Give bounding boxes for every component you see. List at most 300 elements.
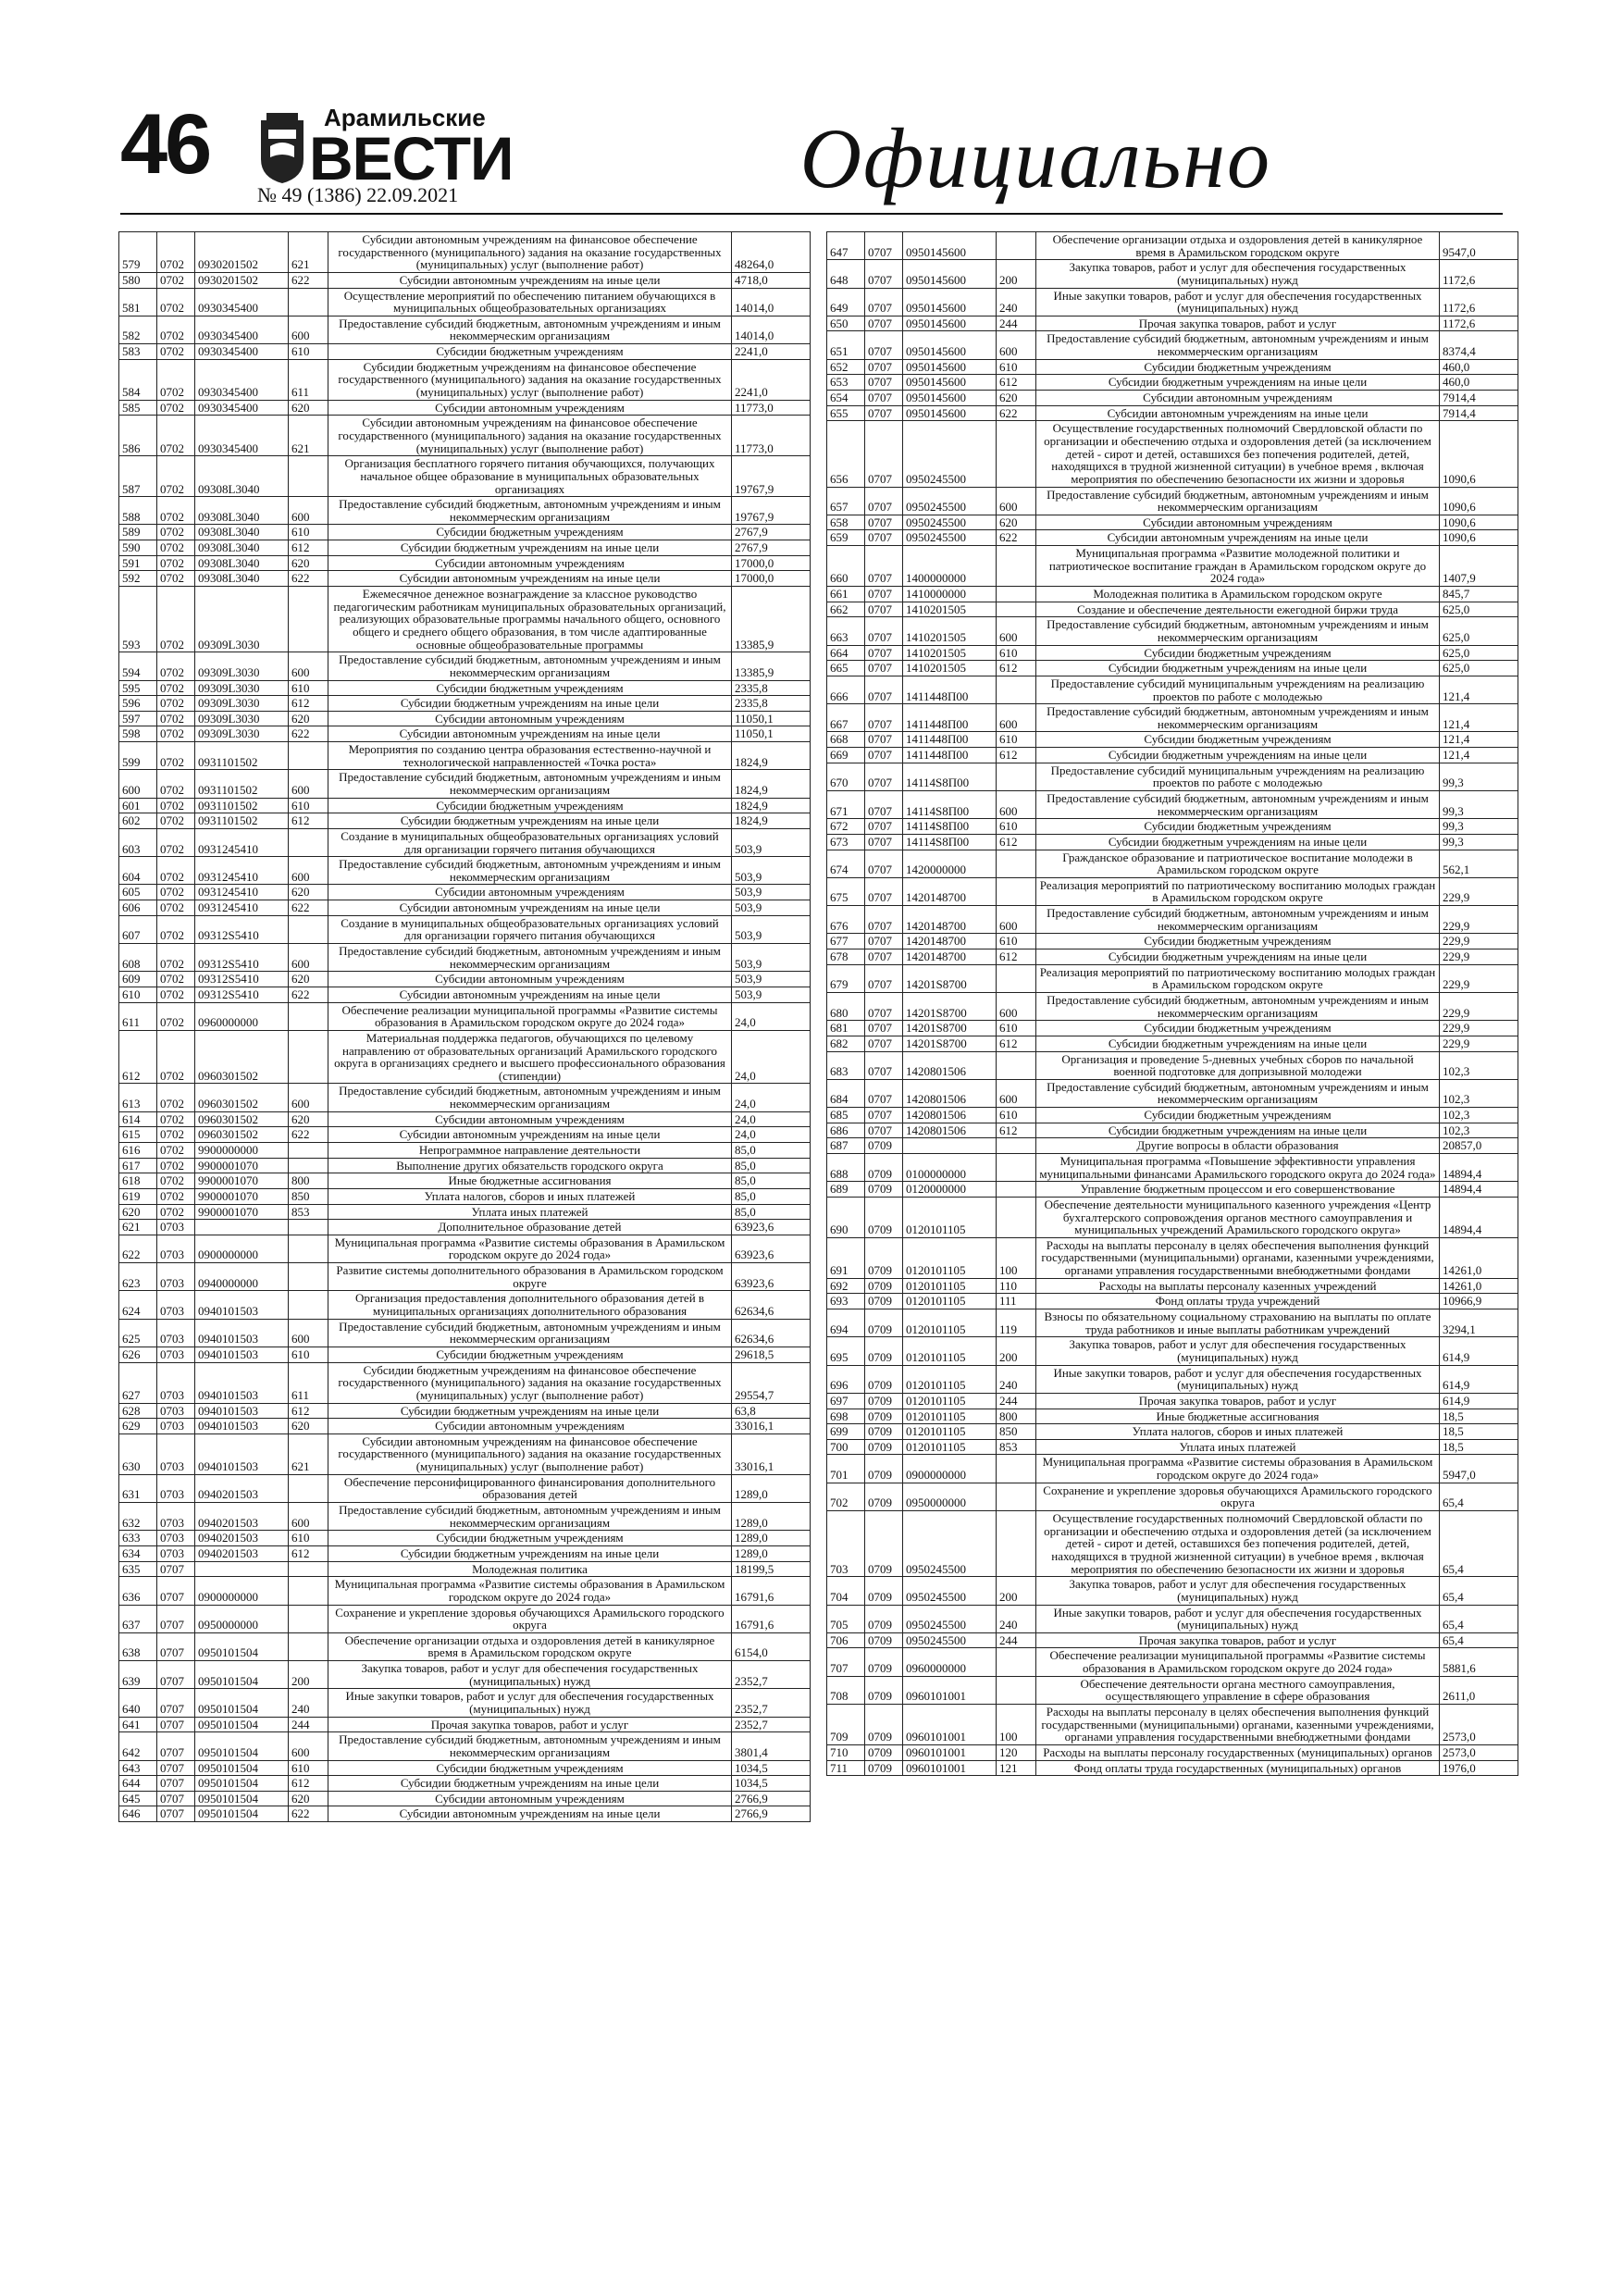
row-number: 653 [827,375,865,391]
section-code: 0707 [157,1689,195,1717]
line-name: Предоставление субсидий бюджетным, автономным учреждениям и иным некоммерческим организациям [328,1732,732,1760]
table-row [119,1732,811,1760]
expense-type: 600 [997,906,1036,934]
target-code: 0960301502 [195,1111,289,1127]
target-code: 0120101105 [903,1424,997,1440]
section-code: 0702 [157,987,195,1002]
table-row [827,1278,1518,1294]
amount: 16791,6 [732,1605,811,1632]
row-number: 643 [119,1760,157,1776]
table-row [827,1409,1518,1424]
amount: 845,7 [1440,587,1518,602]
section-code: 0707 [865,676,903,703]
section-code: 0707 [865,850,903,877]
section-code: 0702 [157,726,195,742]
target-code: 0960101001 [903,1760,997,1776]
amount: 1824,9 [732,813,811,829]
line-name: Предоставление субсидий бюджетным, автономным учреждениям и иным некоммерческим организациям [1036,790,1440,818]
expense-type [289,1143,328,1159]
line-name: Предоставление субсидий бюджетным, автономным учреждениям и иным некоммерческим организациям [1036,992,1440,1020]
target-code: 0940201503 [195,1531,289,1546]
row-number: 632 [119,1503,157,1531]
expense-type [289,828,328,856]
amount: 2352,7 [732,1717,811,1732]
target-code: 0120101105 [903,1237,997,1278]
target-code: 09308L3040 [195,571,289,587]
target-code: 1410201505 [903,617,997,645]
amount: 229,9 [1440,1036,1518,1051]
section-code: 0709 [865,1309,903,1337]
section-code: 0707 [157,1605,195,1632]
table-row [119,742,811,770]
table-row [119,288,811,316]
line-name: Расходы на выплаты персоналу в целях обеспечения выполнения функций государственными (муниципальными) органами, казенными учреждениями, органами управления государственными внебюджетными фондами [1036,1237,1440,1278]
target-code: 0950245500 [903,1632,997,1648]
target-code: 0120101105 [903,1393,997,1409]
section-code: 0703 [157,1220,195,1235]
target-code: 0931245410 [195,828,289,856]
expense-type [997,763,1036,790]
table-row [827,1455,1518,1483]
expense-type [289,1235,328,1262]
expense-type: 850 [997,1424,1036,1440]
amount: 18,5 [1440,1439,1518,1455]
line-name: Организация и проведение 5-дневных учебных сборов по начальной военной подготовке для допризывной молодежи [1036,1051,1440,1079]
row-number: 676 [827,906,865,934]
section-code: 0709 [865,1577,903,1605]
row-number: 584 [119,359,157,400]
target-code: 0931245410 [195,857,289,885]
line-name: Субсидии бюджетным учреждениям [328,1760,732,1776]
expense-type: 612 [997,834,1036,850]
row-number: 630 [119,1433,157,1474]
target-code: 0950145600 [903,331,997,359]
line-name: Обеспечение деятельности органа местного самоуправления, осуществляющего управление в сфере образования [1036,1676,1440,1704]
target-code: 0120101105 [903,1294,997,1309]
row-number: 601 [119,798,157,813]
amount: 2767,9 [732,540,811,556]
section-code: 0709 [865,1393,903,1409]
amount: 625,0 [1440,617,1518,645]
amount: 503,9 [732,915,811,943]
expense-type [997,964,1036,992]
line-name: Предоставление субсидий бюджетным, автономным учреждениям и иным некоммерческим организациям [328,652,732,680]
expense-type: 121 [997,1760,1036,1776]
table-row [827,906,1518,934]
row-number: 683 [827,1051,865,1079]
amount: 11050,1 [732,711,811,726]
line-name: Закупка товаров, работ и услуг для обеспечения государственных (муниципальных) нужд [1036,1337,1440,1365]
amount: 1172,6 [1440,260,1518,288]
expense-type: 600 [289,316,328,343]
amount: 1824,9 [732,770,811,798]
section-code: 0702 [157,316,195,343]
line-name: Субсидии автономным учреждениям [1036,391,1440,406]
expense-type: 622 [289,1127,328,1143]
line-name: Реализация мероприятий по патриотическому воспитанию молодых граждан в Арамильском городском округе [1036,877,1440,905]
section-code: 0709 [865,1197,903,1237]
target-code: 0950101504 [195,1806,289,1822]
target-code: 0960301502 [195,1127,289,1143]
section-code: 0703 [157,1419,195,1434]
section-code: 0702 [157,497,195,525]
table-row [119,828,811,856]
row-number: 667 [827,704,865,732]
amount: 65,4 [1440,1577,1518,1605]
line-name: Уплата иных платежей [1036,1439,1440,1455]
table-row [119,525,811,540]
line-name: Гражданское образование и патриотическое воспитание молодежи в Арамильском городском округе [1036,850,1440,877]
table-row [827,260,1518,288]
amount: 2241,0 [732,359,811,400]
line-name: Муниципальная программа «Развитие молодежной политики и патриотическое воспитание граждан в Арамильском городском округе до 2024 года» [1036,546,1440,587]
section-code: 0702 [157,456,195,497]
section-code: 0702 [157,885,195,900]
section-code: 0707 [865,661,903,676]
amount: 11773,0 [732,416,811,456]
amount: 625,0 [1440,602,1518,617]
table-row [119,555,811,571]
target-code [903,1138,997,1154]
line-name: Обеспечение организации отдыха и оздоровления детей в каникулярное время в Арамильском городском округе [328,1632,732,1660]
table-row [119,1403,811,1419]
target-code: 1400000000 [903,546,997,587]
row-number: 579 [119,232,157,273]
amount: 102,3 [1440,1079,1518,1107]
row-number: 684 [827,1079,865,1107]
section-code: 0709 [865,1632,903,1648]
expense-type: 610 [289,798,328,813]
table-row [119,232,811,273]
row-number: 652 [827,359,865,375]
section-code: 0702 [157,972,195,987]
expense-type [997,546,1036,587]
table-row [827,1138,1518,1154]
table-row [119,344,811,360]
table-row [119,726,811,742]
expense-type: 620 [997,515,1036,530]
expense-type: 240 [997,288,1036,316]
row-number: 656 [827,421,865,487]
amount: 9547,0 [1440,232,1518,260]
line-name: Субсидии автономным учреждениям [328,400,732,416]
amount: 1172,6 [1440,288,1518,316]
table-row [119,680,811,696]
target-code: 0120101105 [903,1365,997,1393]
table-row [119,972,811,987]
amount: 2335,8 [732,696,811,712]
target-code: 0930345400 [195,400,289,416]
brand-subtitle: Арамильские [324,104,486,131]
section-code: 0707 [865,421,903,487]
expense-type: 620 [289,711,328,726]
expense-type: 240 [997,1605,1036,1632]
amount: 3801,4 [732,1732,811,1760]
section-code: 0707 [865,1036,903,1051]
target-code: 0940201503 [195,1474,289,1502]
table-row [119,1347,811,1362]
row-number: 590 [119,540,157,556]
expense-type: 620 [289,1111,328,1127]
target-code: 0940000000 [195,1263,289,1291]
table-row [827,232,1518,260]
expense-type: 610 [997,819,1036,835]
amount: 503,9 [732,900,811,916]
target-code: 0950000000 [903,1483,997,1510]
table-row [119,456,811,497]
amount: 2766,9 [732,1791,811,1806]
table-row [827,375,1518,391]
section-code: 0702 [157,400,195,416]
amount: 11050,1 [732,726,811,742]
line-name: Субсидии бюджетным учреждениям на иные цели [328,540,732,556]
row-number: 701 [827,1455,865,1483]
target-code: 0950145600 [903,288,997,316]
line-name: Организация предоставления дополнительного образования детей в муниципальных организациях дополнительного образования [328,1291,732,1319]
table-row [827,546,1518,587]
section-code: 0702 [157,696,195,712]
section-code: 0702 [157,770,195,798]
section-code: 0707 [865,934,903,949]
row-number: 635 [119,1561,157,1577]
section-code: 0707 [157,1717,195,1732]
target-code: 1411448П00 [903,732,997,748]
table-body [827,232,1518,1776]
amount: 19767,9 [732,456,811,497]
expense-type: 600 [289,944,328,972]
row-number: 670 [827,763,865,790]
amount: 1824,9 [732,742,811,770]
line-name: Предоставление субсидий бюджетным, автономным учреждениям и иным некоммерческим организациям [1036,617,1440,645]
amount: 85,0 [732,1158,811,1173]
amount: 20857,0 [1440,1138,1518,1154]
row-number: 591 [119,555,157,571]
expense-type: 622 [997,405,1036,421]
line-name: Субсидии автономным учреждениям на финансовое обеспечение государственного (муниципального) задания на оказание государственных (муниципальных) услуг (выполнение работ) [328,416,732,456]
target-code: 0950145600 [903,391,997,406]
row-number: 691 [827,1237,865,1278]
table-row [119,1577,811,1605]
section-code: 0707 [865,405,903,421]
table-row [827,790,1518,818]
target-code: 0940101503 [195,1433,289,1474]
amount: 3294,1 [1440,1309,1518,1337]
amount: 17000,0 [732,555,811,571]
section-code: 0702 [157,1173,195,1189]
row-number: 582 [119,316,157,343]
table-row [119,944,811,972]
row-number: 710 [827,1744,865,1760]
row-number: 699 [827,1424,865,1440]
expense-type: 620 [289,1791,328,1806]
line-name: Субсидии бюджетным учреждениям [1036,732,1440,748]
expense-type: 612 [289,1403,328,1419]
line-name: Субсидии бюджетным учреждениям на иные цели [1036,1123,1440,1138]
line-name: Предоставление субсидий бюджетным, автономным учреждениям и иным некоммерческим организациям [328,1503,732,1531]
row-number: 594 [119,652,157,680]
amount: 14261,0 [1440,1278,1518,1294]
section-code: 0707 [865,763,903,790]
amount: 65,4 [1440,1632,1518,1648]
expense-type [997,1676,1036,1704]
line-name: Закупка товаров, работ и услуг для обеспечения государственных (муниципальных) нужд [1036,1577,1440,1605]
table-row [827,676,1518,703]
table-row [827,1744,1518,1760]
table-row [827,949,1518,965]
expense-type: 120 [997,1744,1036,1760]
expense-type: 622 [289,571,328,587]
line-name: Дополнительное образование детей [328,1220,732,1235]
target-code: 0120101105 [903,1439,997,1455]
table-row [827,1424,1518,1440]
line-name: Прочая закупка товаров, работ и услуг [1036,1632,1440,1648]
line-name: Предоставление субсидий бюджетным, автономным учреждениям и иным некоммерческим организациям [328,944,732,972]
section-code: 0707 [865,515,903,530]
row-number: 675 [827,877,865,905]
table-row [827,1036,1518,1051]
amount: 2352,7 [732,1661,811,1689]
section-code: 0709 [865,1424,903,1440]
table-row [119,1204,811,1220]
table-row [827,1237,1518,1278]
amount: 1407,9 [1440,546,1518,587]
target-code: 1420000000 [903,850,997,877]
section-code: 0702 [157,1002,195,1030]
section-code: 0709 [865,1648,903,1676]
expense-type: 119 [997,1309,1036,1337]
table-row [119,1632,811,1660]
target-code: 0940201503 [195,1545,289,1561]
amount: 121,4 [1440,704,1518,732]
row-number: 654 [827,391,865,406]
target-code: 0950101504 [195,1632,289,1660]
expense-type: 620 [997,391,1036,406]
target-code: 0950145600 [903,359,997,375]
target-code: 14201S8700 [903,992,997,1020]
line-name: Муниципальная программа «Повышение эффективности управления муниципальными финансами Арамильского городского округа до 2024 года» [1036,1154,1440,1182]
amount: 14014,0 [732,316,811,343]
table-row [827,405,1518,421]
amount: 24,0 [732,1111,811,1127]
amount: 29618,5 [732,1347,811,1362]
amount: 614,9 [1440,1337,1518,1365]
row-number: 593 [119,587,157,652]
target-code: 1420801506 [903,1051,997,1079]
section-code: 0707 [865,602,903,617]
section-code: 0709 [865,1704,903,1744]
amount: 99,3 [1440,819,1518,835]
row-number: 664 [827,645,865,661]
expense-type: 612 [997,1036,1036,1051]
target-code: 0100000000 [903,1154,997,1182]
expense-type: 600 [997,331,1036,359]
section-code: 0703 [157,1545,195,1561]
section-code: 0709 [865,1483,903,1510]
expense-type: 620 [289,400,328,416]
amount: 460,0 [1440,359,1518,375]
newspaper-logo [257,104,514,192]
amount: 29554,7 [732,1362,811,1403]
section-code: 0707 [865,546,903,587]
section-code: 0707 [865,391,903,406]
issue-info: № 49 (1386) 22.09.2021 [257,183,459,206]
row-number: 665 [827,661,865,676]
amount: 229,9 [1440,934,1518,949]
section-code: 0702 [157,798,195,813]
expense-type [997,1648,1036,1676]
line-name: Предоставление субсидий бюджетным, автономным учреждениям и иным некоммерческим организациям [328,1084,732,1111]
target-code: 1410201505 [903,645,997,661]
amount: 625,0 [1440,645,1518,661]
target-code: 0950101504 [195,1732,289,1760]
expense-type: 621 [289,232,328,273]
row-number: 661 [827,587,865,602]
amount: 33016,1 [732,1433,811,1474]
expense-type [289,1002,328,1030]
table-row [119,400,811,416]
table-row [119,1319,811,1347]
line-name: Уплата налогов, сборов и иных платежей [328,1188,732,1204]
target-code: 1420801506 [903,1079,997,1107]
expense-type [997,676,1036,703]
row-number: 668 [827,732,865,748]
table-row [827,1605,1518,1632]
amount: 85,0 [732,1143,811,1159]
amount: 1289,0 [732,1503,811,1531]
expense-type: 610 [289,680,328,696]
line-name: Прочая закупка товаров, работ и услуг [328,1717,732,1732]
table-row [119,1531,811,1546]
amount: 1090,6 [1440,515,1518,530]
target-code: 14201S8700 [903,964,997,992]
table-row [827,834,1518,850]
line-name: Субсидии бюджетным учреждениям на иные цели [1036,748,1440,763]
expense-type [997,850,1036,877]
table-row [827,421,1518,487]
target-code: 0950245500 [903,515,997,530]
table-row [827,617,1518,645]
line-name: Муниципальная программа «Развитие системы образования в Арамильском городском округе до 2024 года» [328,1235,732,1262]
row-number: 682 [827,1036,865,1051]
target-code: 0950101504 [195,1791,289,1806]
target-code: 09309L3030 [195,587,289,652]
row-number: 692 [827,1278,865,1294]
row-number: 679 [827,964,865,992]
target-code: 0931245410 [195,900,289,916]
amount: 1090,6 [1440,421,1518,487]
section-code: 0707 [157,1760,195,1776]
row-number: 658 [827,515,865,530]
row-number: 600 [119,770,157,798]
table-row [827,1676,1518,1704]
row-number: 685 [827,1108,865,1123]
target-code: 0900000000 [195,1235,289,1262]
line-name: Субсидии бюджетным учреждениям [328,680,732,696]
expense-type: 800 [289,1173,328,1189]
table-row [119,1158,811,1173]
row-number: 626 [119,1347,157,1362]
section-code: 0707 [865,232,903,260]
row-number: 637 [119,1605,157,1632]
expense-type [997,1483,1036,1510]
line-name: Создание в муниципальных общеобразовательных организациях условий для организации горячего питания обучающихся [328,828,732,856]
line-name: Предоставление субсидий бюджетным, автономным учреждениям и иным некоммерческим организациям [1036,704,1440,732]
expense-type: 621 [289,416,328,456]
section-code: 0702 [157,359,195,400]
row-number: 634 [119,1545,157,1561]
expense-type: 612 [997,375,1036,391]
target-code: 14114S8П00 [903,819,997,835]
